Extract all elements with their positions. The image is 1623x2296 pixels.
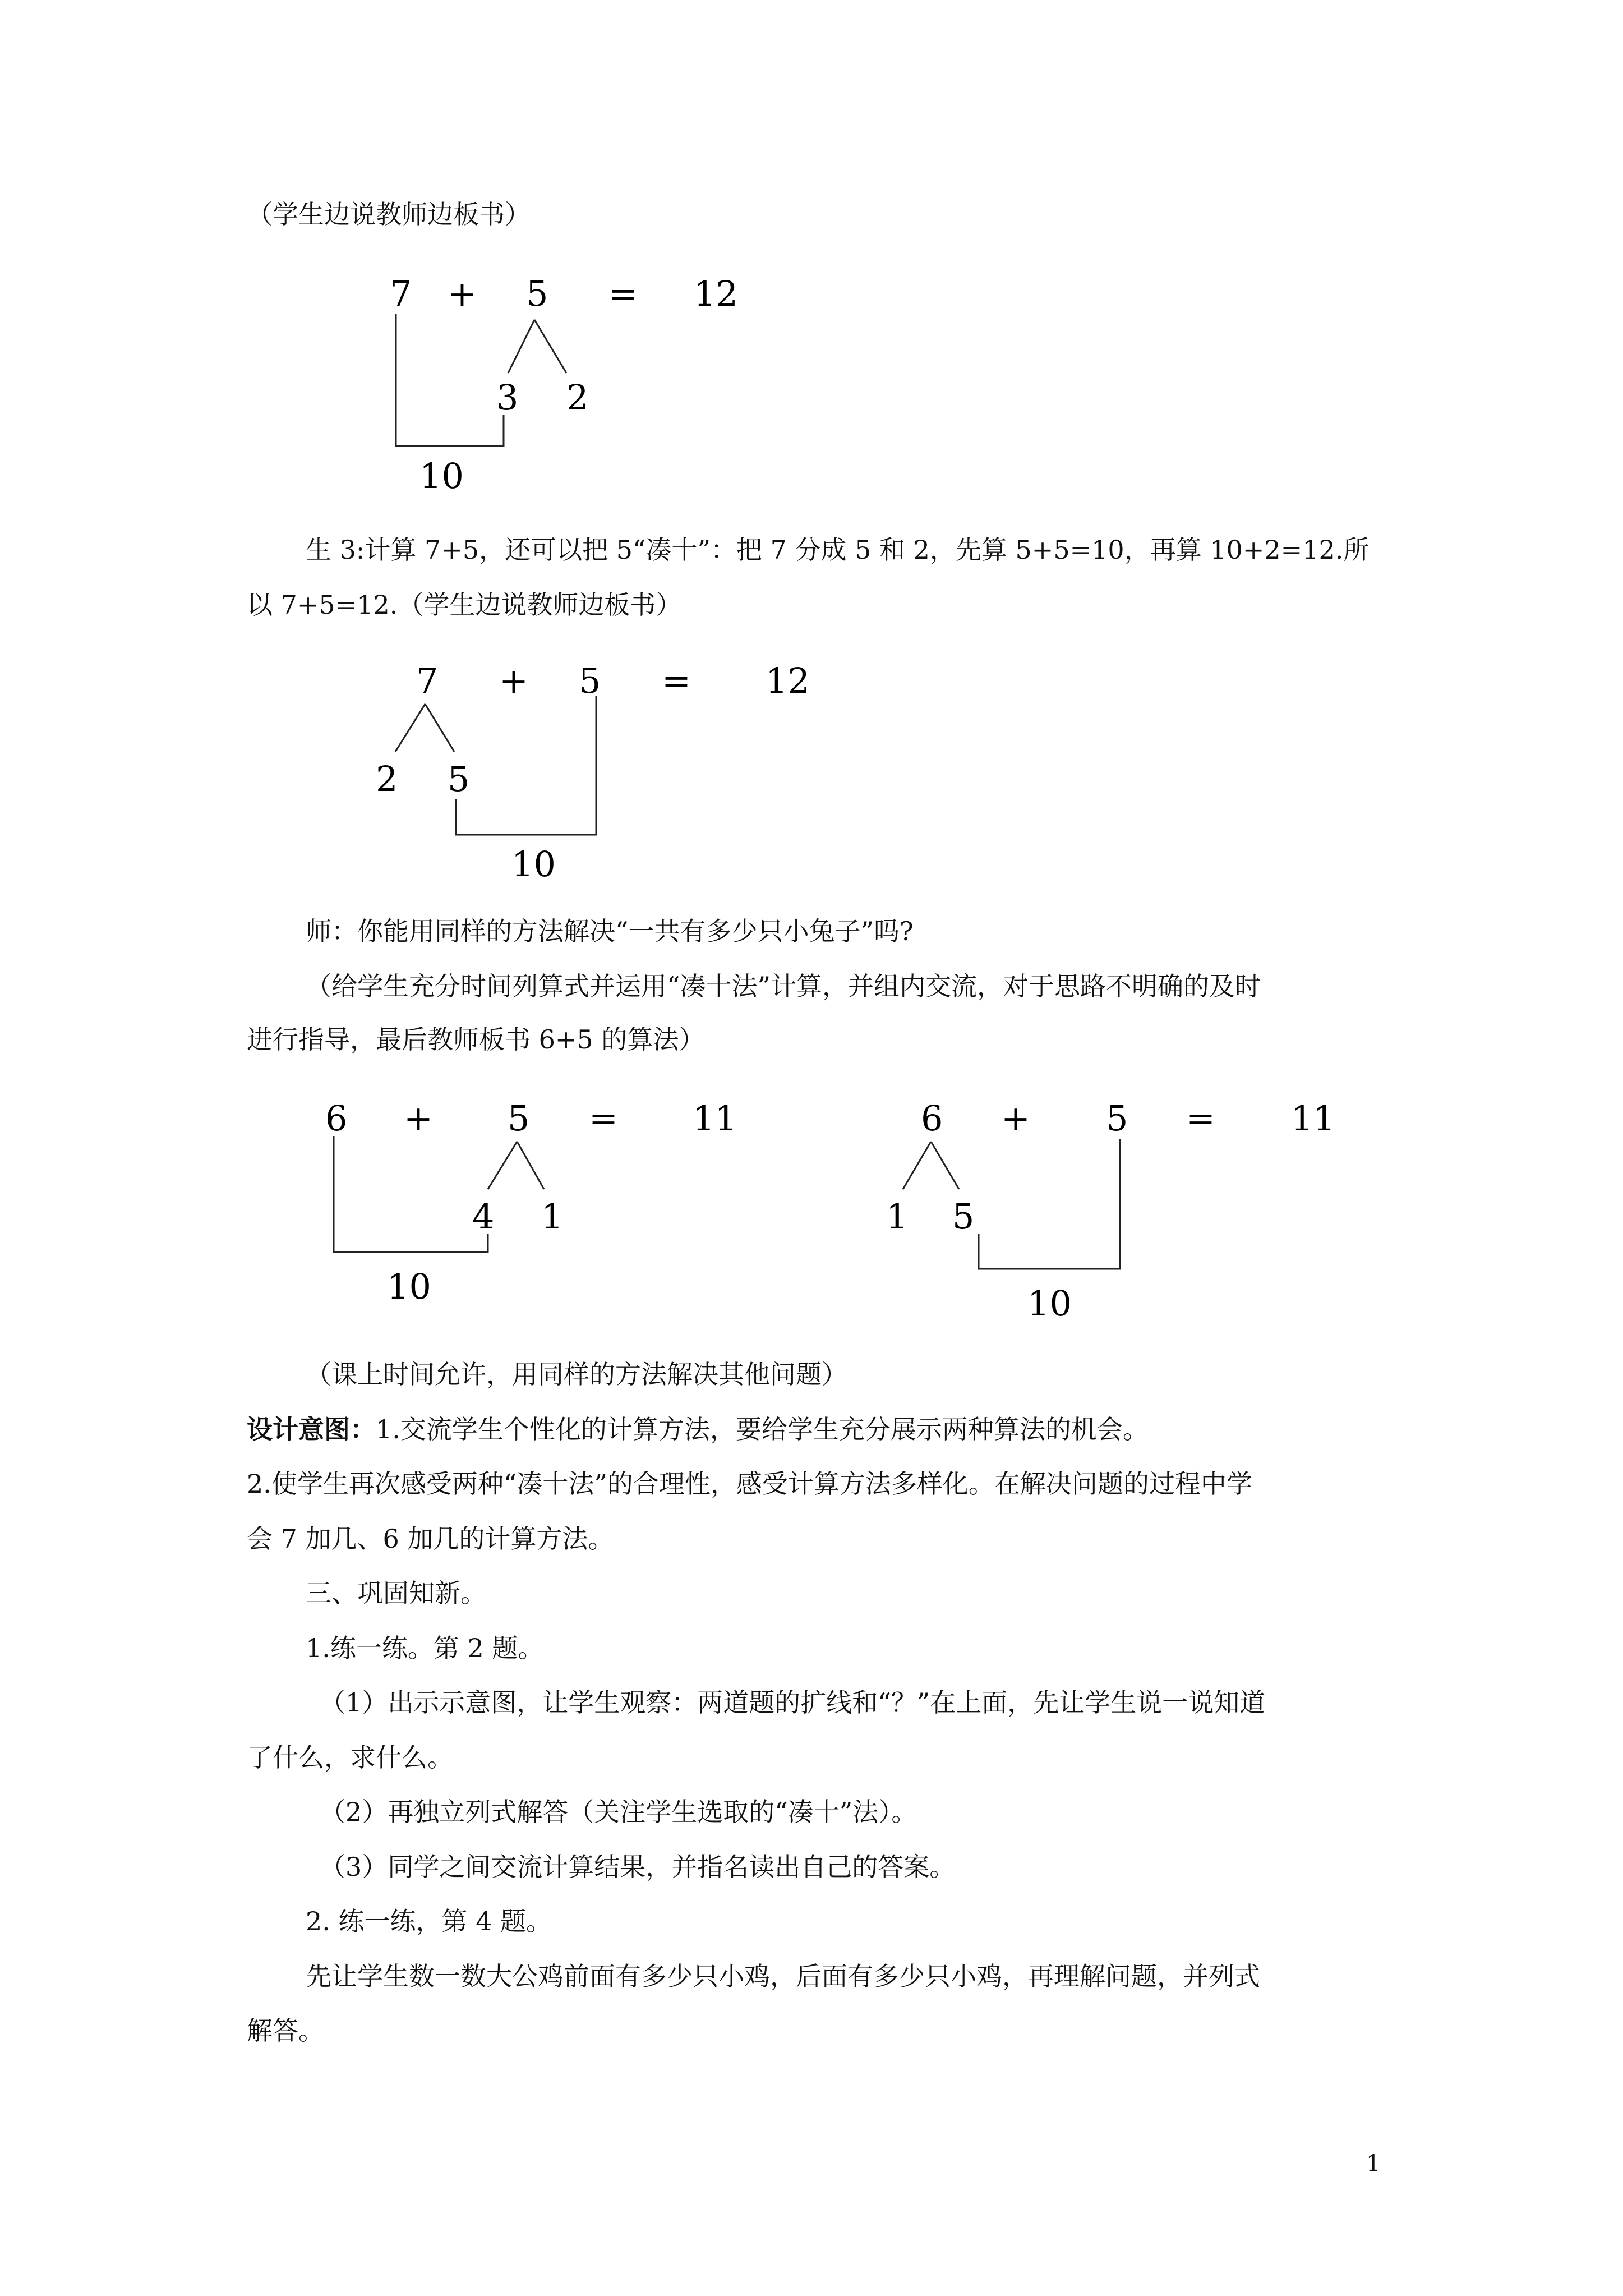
text-line: 2.使学生再次感受两种“凑十法”的合理性，感受计算方法多样化。在解决问题的过程中学 (247, 1469, 1252, 1499)
diagram-ten: 10 (511, 844, 556, 885)
diagram-result: 11 (1291, 1098, 1335, 1139)
diagram-result: 12 (694, 273, 738, 314)
diagram-ten: 10 (1027, 1283, 1072, 1324)
design-intent-label: 设计意图： (247, 1414, 376, 1444)
text-line: 进行指导，最后教师板书 6+5 的算法） (247, 1024, 705, 1055)
diagram-number: 5 (508, 1098, 530, 1139)
diagram-equals: = (608, 273, 638, 314)
diagram-result: 11 (693, 1098, 737, 1139)
text-line: 先让学生数一数大公鸡前面有多少只小鸡，后面有多少只小鸡，再理解问题，并列式 (306, 1961, 1260, 1991)
text-line: 会 7 加几、6 加几的计算方法。 (247, 1524, 614, 1554)
text-line: （1）出示示意图，让学生观察：两道题的扩线和“？”在上面，先让学生说一说知道 (320, 1687, 1266, 1718)
diagram-split-part: 2 (566, 377, 589, 418)
diagram-split-part: 5 (448, 758, 470, 799)
diagram-split-part: 2 (376, 758, 398, 799)
diagram-split-part: 4 (472, 1196, 495, 1237)
diagram-operator: + (499, 660, 528, 701)
text-line: （2）再独立列式解答（关注学生选取的“凑十”法）。 (320, 1797, 917, 1827)
diagram-operator: + (404, 1098, 433, 1139)
make-ten-diagram-1 (359, 269, 751, 505)
section-heading: 三、巩固知新。 (306, 1578, 486, 1608)
diagram-operator: + (448, 273, 477, 314)
diagram-number: 7 (390, 273, 412, 314)
diagram-number: 5 (1106, 1098, 1128, 1139)
diagram-split-part: 5 (952, 1196, 975, 1237)
diagram-equals: = (1186, 1098, 1215, 1139)
make-ten-diagram-2 (365, 656, 813, 892)
diagram-ten: 10 (419, 455, 464, 496)
diagram-number: 6 (325, 1098, 348, 1139)
text-line: 生 3:计算 7+5，还可以把 5“凑十”：把 7 分成 5 和 2，先算 5+5=10，再算 10+2=12.所 (306, 535, 1370, 565)
diagram-ten: 10 (387, 1266, 431, 1307)
text-line: 1.练一练。第 2 题。 (306, 1633, 544, 1663)
text-line: （给学生充分时间列算式并运用“凑十法”计算，并组内交流，对于思路不明确的及时 (306, 971, 1261, 1001)
page-number: 1 (1366, 2151, 1381, 2177)
make-ten-diagram-4 (880, 1094, 1385, 1329)
text-line: （3）同学之间交流计算结果，并指名读出自己的答案。 (320, 1852, 956, 1882)
diagram-number: 7 (416, 660, 439, 701)
diagram-operator: + (1001, 1098, 1030, 1139)
design-intent-line (247, 1412, 1396, 1446)
diagram-equals: = (589, 1098, 618, 1139)
diagram-number: 6 (921, 1098, 943, 1139)
text-line: （课上时间允许，用同样的方法解决其他问题） (306, 1359, 847, 1389)
text-line: 了什么，求什么。 (247, 1742, 453, 1773)
diagram-split-part: 1 (541, 1196, 564, 1237)
diagram-equals: = (662, 660, 691, 701)
diagram-number: 5 (526, 273, 548, 314)
text-line: 以 7+5=12.（学生边说教师边板书） (247, 590, 682, 620)
text-line: （学生边说教师边板书） (247, 199, 531, 229)
design-intent-text: 1.交流学生个性化的计算方法，要给学生充分展示两种算法的机会。 (376, 1414, 1149, 1444)
text-line: 2. 练一练，第 4 题。 (306, 1906, 552, 1936)
diagram-number: 5 (579, 660, 601, 701)
text-line: 师：你能用同样的方法解决“一共有多少只小兔子”吗? (306, 916, 914, 946)
diagram-split-part: 3 (496, 377, 519, 418)
text-line: 解答。 (247, 2016, 324, 2046)
diagram-split-part: 1 (886, 1196, 909, 1237)
diagram-result: 12 (766, 660, 810, 701)
make-ten-diagram-3 (314, 1094, 763, 1329)
